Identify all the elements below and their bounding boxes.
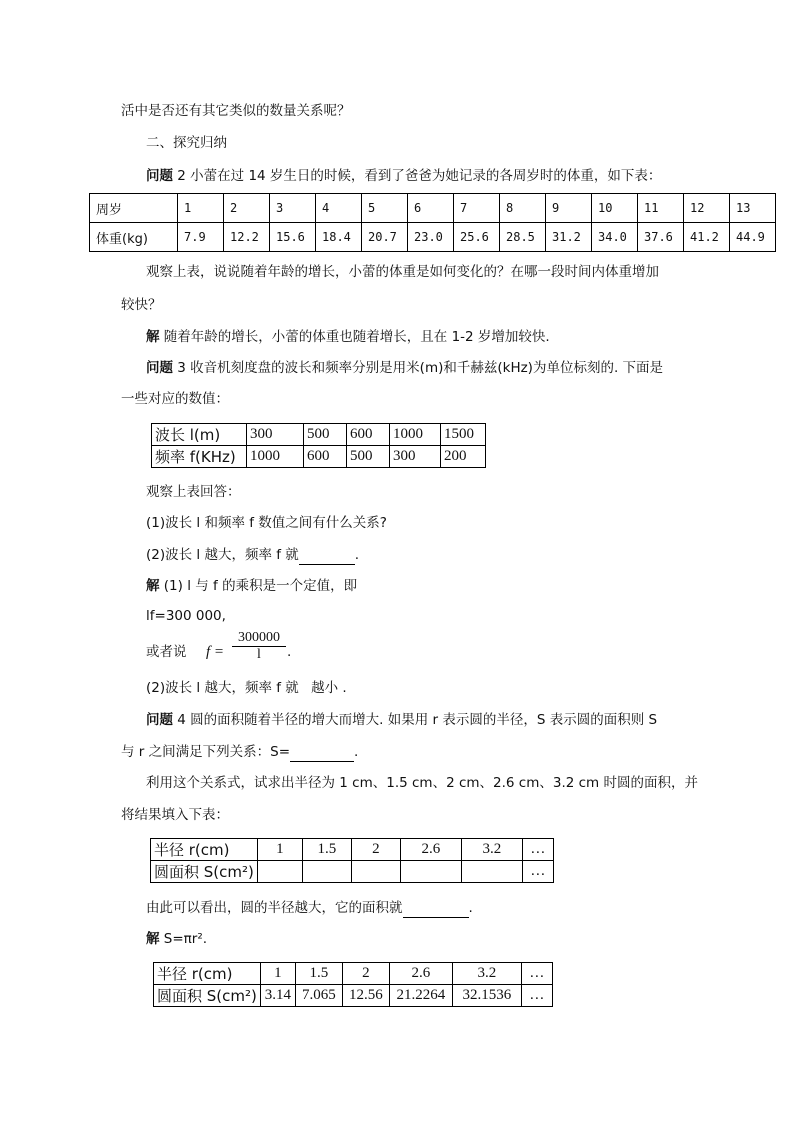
table-cell: 8	[500, 194, 546, 223]
table-cell: 20.7	[362, 223, 408, 252]
answer-blank[interactable]	[403, 903, 469, 918]
sub-question-1: (1)波长 l 和频率 f 数值之间有什么关系?	[146, 515, 387, 531]
fraction	[232, 630, 286, 663]
answer-text: (2)波长 l 越大，频率 f 就	[146, 680, 299, 696]
table-cell: 7.065	[295, 985, 342, 1007]
period: .	[354, 744, 359, 760]
table-row	[154, 985, 553, 1007]
table-cell: 12.56	[342, 985, 389, 1007]
table-cell: 1000	[390, 424, 441, 446]
answer-2-line2: lf=300 000,	[146, 608, 226, 624]
table-cell: 2	[224, 194, 270, 223]
table-cell	[351, 861, 400, 883]
table-cell: 1000	[247, 446, 304, 468]
section-heading: 二、探究归纳	[146, 135, 227, 151]
table-cell: 21.2264	[389, 985, 452, 1007]
table-cell: 15.6	[270, 223, 316, 252]
table-row	[154, 963, 553, 985]
conclusion-text	[146, 898, 473, 918]
circle-table-empty	[150, 838, 554, 883]
table-cell: 13	[730, 194, 776, 223]
question-label: 问题	[146, 168, 173, 184]
table-cell: 12	[684, 194, 730, 223]
answer-2-prefix: 或者说	[146, 644, 187, 660]
table-cell: 7.9	[178, 223, 224, 252]
observation-text-cont: 较快？	[121, 297, 162, 313]
table-cell: 300	[247, 424, 304, 446]
question-text: 4 圆的面积随着半径的增大而增大. 如果用 r 表示圆的半径，S 表示圆的面积则 S	[173, 712, 658, 728]
table-cell: 3.2	[461, 839, 522, 861]
observation-text: 观察上表，说说随着年龄的增长，小蕾的体重是如何变化的？在哪一段时间内体重增加	[146, 264, 659, 280]
table-row	[90, 223, 776, 252]
question-label: 问题	[146, 360, 173, 376]
table-cell: 200	[441, 446, 486, 468]
table-cell: 11	[638, 194, 684, 223]
answer-2-line1	[146, 576, 357, 596]
period: .	[354, 547, 360, 563]
answer-1	[146, 327, 550, 347]
table-cell: 1	[178, 194, 224, 223]
answer-label: 解	[146, 931, 160, 947]
table-cell: 41.2	[684, 223, 730, 252]
table-cell: 500	[347, 446, 390, 468]
question-label: 问题	[146, 712, 173, 728]
table-cell: 7	[454, 194, 500, 223]
question-3-cont: 一些对应的数值：	[121, 391, 229, 407]
table-cell: 10	[592, 194, 638, 223]
table-cell: 1.5	[295, 963, 342, 985]
table-row	[90, 194, 776, 223]
question-3	[146, 358, 663, 378]
answer-text: S=πr².	[159, 931, 208, 947]
row-header: 周岁	[90, 194, 178, 223]
fill-answer: 越小	[311, 680, 339, 696]
question-text: 2 小蕾在过 14 岁生日的时候，看到了爸爸为她记录的各周岁时的体重，如下表：	[173, 168, 662, 184]
row-header: 波长 l(m)	[152, 424, 247, 446]
table-cell: 34.0	[592, 223, 638, 252]
question-4	[146, 710, 657, 730]
answer-4	[146, 929, 207, 949]
table-cell: 28.5	[500, 223, 546, 252]
row-header: 半径 r(cm)	[151, 839, 258, 861]
table-cell: …	[521, 963, 552, 985]
table-cell: 23.0	[408, 223, 454, 252]
answer-blank[interactable]	[290, 747, 354, 762]
table-cell: 3.14	[260, 985, 295, 1007]
table-row	[152, 424, 486, 446]
table-cell: 25.6	[454, 223, 500, 252]
conclusion-body: 由此可以看出，圆的半径越大，它的面积就	[146, 900, 403, 916]
period: .	[287, 644, 292, 660]
row-header: 圆面积 S(cm²)	[154, 985, 261, 1007]
answer-blank[interactable]	[299, 550, 355, 565]
fraction-denominator: l	[257, 647, 261, 662]
sub-question-text: (2)波长 l 越大，频率 f 就	[146, 547, 299, 563]
table-cell: 18.4	[316, 223, 362, 252]
formula-lhs: f =	[206, 644, 225, 660]
row-header: 圆面积 S(cm²)	[151, 861, 258, 883]
table-cell: 2.6	[400, 839, 461, 861]
table-cell: …	[521, 985, 552, 1007]
table-row	[151, 861, 554, 883]
table-cell	[257, 861, 302, 883]
period: .	[338, 680, 347, 696]
period: .	[468, 900, 473, 916]
instruction-text-cont: 将结果填入下表：	[121, 807, 229, 823]
question-4-cont	[121, 742, 358, 762]
observation-text: 观察上表回答：	[146, 484, 241, 500]
table-cell: 600	[347, 424, 390, 446]
table-cell: 600	[304, 446, 347, 468]
table-cell: 1.5	[302, 839, 351, 861]
table-cell: …	[522, 839, 553, 861]
table-cell	[400, 861, 461, 883]
row-header: 体重(kg)	[90, 223, 178, 252]
question-2	[146, 166, 661, 186]
table-cell: 4	[316, 194, 362, 223]
table-cell: 37.6	[638, 223, 684, 252]
wave-table	[151, 423, 486, 468]
table-cell: 5	[362, 194, 408, 223]
question-text: 3 收音机刻度盘的波长和频率分别是用米(m)和千赫兹(kHz)为单位标刻的. 下面是	[173, 360, 664, 376]
table-cell: 2.6	[389, 963, 452, 985]
answer-2-line4	[146, 678, 347, 698]
answer-text: (1) l 与 f 的乘积是一个定值，即	[159, 578, 358, 594]
answer-label: 解	[146, 329, 160, 345]
question-text: 与 r 之间满足下列关系：S=	[121, 744, 291, 760]
answer-label: 解	[146, 578, 160, 594]
table-cell: 1	[260, 963, 295, 985]
table-cell: 1500	[441, 424, 486, 446]
paragraph-continuation: 活中是否还有其它类似的数量关系呢？	[121, 103, 351, 119]
table-cell	[461, 861, 522, 883]
table-cell: 2	[342, 963, 389, 985]
table-cell: …	[522, 861, 553, 883]
table-cell: 2	[351, 839, 400, 861]
table-cell: 500	[304, 424, 347, 446]
row-header: 半径 r(cm)	[154, 963, 261, 985]
table-row	[151, 839, 554, 861]
table-cell: 44.9	[730, 223, 776, 252]
table-cell: 300	[390, 446, 441, 468]
instruction-text: 利用这个关系式，试求出半径为 1 cm、1.5 cm、2 cm、2.6 cm、3.2 cm 时圆的面积，并	[146, 775, 698, 791]
table-cell: 3	[270, 194, 316, 223]
sub-question-2	[146, 545, 359, 565]
answer-text: 随着年龄的增长，小蕾的体重也随着增长，且在 1-2 岁增加较快.	[159, 329, 550, 345]
table-cell: 32.1536	[452, 985, 521, 1007]
table-cell: 31.2	[546, 223, 592, 252]
table-cell: 9	[546, 194, 592, 223]
table-cell: 12.2	[224, 223, 270, 252]
table-cell: 3.2	[452, 963, 521, 985]
table-cell: 6	[408, 194, 454, 223]
row-header: 频率 f(KHz)	[152, 446, 247, 468]
fraction-numerator: 300000	[238, 630, 280, 645]
table-cell	[302, 861, 351, 883]
table-row	[152, 446, 486, 468]
table-cell: 1	[257, 839, 302, 861]
weight-table	[89, 193, 776, 252]
circle-table-filled	[153, 962, 553, 1007]
